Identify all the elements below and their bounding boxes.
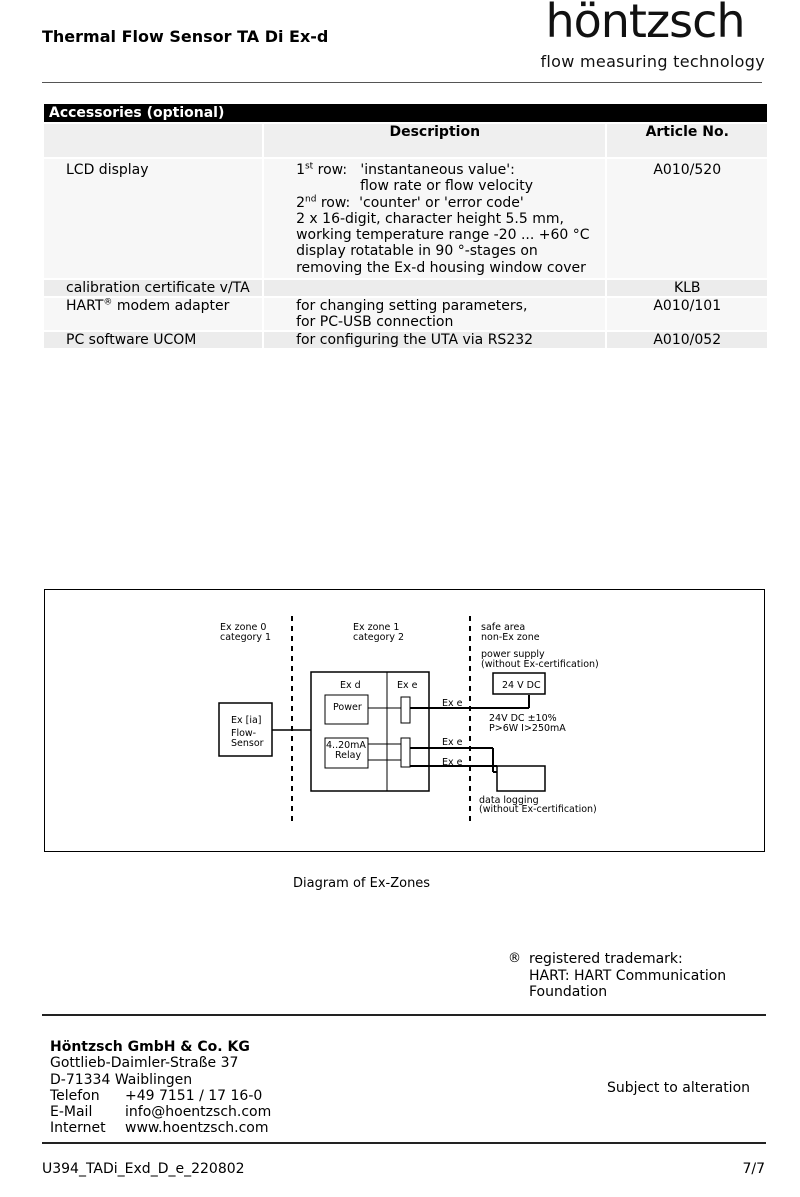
row1-sup: st <box>304 161 314 172</box>
item-description: for configuring the UTA via RS232 <box>262 330 605 348</box>
supply-spec-2: P>6W I>250mA <box>489 723 566 734</box>
diagram-svg <box>45 590 766 853</box>
logo-tagline: flow measuring technology <box>540 52 765 71</box>
supply-spec-1: 24V DC ±10% <box>489 713 557 724</box>
zone0-category: category 1 <box>220 632 272 643</box>
supply-box-label: 24 V DC <box>502 680 541 691</box>
company-street: Gottlieb-Daimler-Straße 37 <box>50 1055 239 1072</box>
safe-area-label: safe area <box>481 622 526 633</box>
item-article: A010/052 <box>605 330 767 348</box>
page-number: 7/7 <box>742 1161 765 1177</box>
item-name: PC software UCOM <box>44 330 262 348</box>
item-description <box>262 157 605 278</box>
hart-name-rest: modem adapter <box>112 298 230 315</box>
hart-name: HART <box>66 298 104 315</box>
trademark-line: Foundation <box>529 984 608 1000</box>
desc-line: for PC-USB connection <box>296 314 454 331</box>
item-name <box>44 296 262 330</box>
web-address: www.hoentzsch.com <box>125 1120 269 1137</box>
company-address <box>50 1039 271 1137</box>
row2-prefix: 2 <box>296 194 305 211</box>
item-description <box>262 278 605 296</box>
ex-zones-diagram <box>44 589 765 852</box>
logo-wordmark: höntzsch <box>545 0 745 48</box>
power-supply-note: (without Ex-certification) <box>481 659 599 670</box>
desc-line: 2 x 16-digit, character height 5.5 mm, <box>296 210 564 227</box>
table-column-headers <box>44 122 767 157</box>
sensor-label-2: Flow- <box>231 728 257 739</box>
email-address: info@hoentzsch.com <box>125 1104 272 1121</box>
trademark-line: HART: HART Communication <box>529 967 727 984</box>
item-article: KLB <box>605 278 767 296</box>
terminal-signal <box>401 738 410 767</box>
desc-line: working temperature range -20 ... +60 °C <box>296 227 590 244</box>
company-city: D-71334 Waiblingen <box>50 1071 193 1088</box>
hoentzsch-logo <box>525 0 765 78</box>
header-divider <box>42 82 762 83</box>
non-ex-label: non-Ex zone <box>481 632 540 643</box>
phone-label: Telefon <box>50 1087 100 1104</box>
phone-number: +49 7151 / 17 16-0 <box>125 1087 263 1104</box>
item-name: calibration certificate v/TA <box>44 278 262 296</box>
table-row-calibration <box>44 278 767 296</box>
email-label: E-Mail <box>50 1104 93 1121</box>
row1-prefix: 1 <box>296 162 305 178</box>
registered-symbol: ® <box>508 951 521 966</box>
column-header-article: Article No. <box>605 122 767 157</box>
item-name: LCD display <box>44 157 262 278</box>
row2-label: row: 'counter' or 'error code' <box>316 194 524 211</box>
item-article: A010/520 <box>605 157 767 278</box>
table-section-header <box>44 104 767 122</box>
sensor-label-3: Sensor <box>231 738 264 749</box>
ex-e-out-1: Ex e <box>442 698 463 709</box>
terminal-power <box>401 697 410 723</box>
table-row-hart <box>44 296 767 330</box>
zone1-label: Ex zone 1 <box>353 622 400 633</box>
desc-line: removing the Ex-d housing window cover <box>296 259 586 276</box>
document-title: Thermal Flow Sensor TA Di Ex-d <box>42 27 329 46</box>
zone1-category: category 2 <box>353 632 405 643</box>
item-description <box>262 296 605 330</box>
desc-line: display rotatable in 90 °-stages on <box>296 243 538 260</box>
row1-label: row: 'instantaneous value': <box>313 162 515 178</box>
table-row-lcd <box>44 157 767 278</box>
registered-mark: ® <box>103 297 113 308</box>
column-header-description: Description <box>262 122 605 157</box>
sensor-label-1: Ex [ia] <box>231 715 262 726</box>
power-module-label: Power <box>333 702 362 713</box>
relay-module-line2: Relay <box>335 750 362 761</box>
row1-continuation: flow rate or flow velocity <box>360 178 534 195</box>
desc-line: for changing setting parameters, <box>296 298 528 315</box>
diagram-caption: Diagram of Ex-Zones <box>293 876 431 891</box>
power-supply-label: power supply <box>481 649 545 660</box>
ex-e-label: Ex e <box>397 680 418 691</box>
subject-to-alteration: Subject to alteration <box>607 1080 751 1096</box>
web-label: Internet <box>50 1120 106 1137</box>
ex-e-out-3: Ex e <box>442 757 463 768</box>
company-name: Höntzsch GmbH & Co. KG <box>50 1039 250 1055</box>
footer-divider-bottom <box>42 1142 766 1144</box>
data-logging-label: data logging <box>479 795 539 806</box>
trademark-line: registered trademark: <box>529 951 683 967</box>
relay-module-line1: 4..20mA <box>326 740 366 751</box>
data-logger-box <box>497 766 545 791</box>
item-article: A010/101 <box>605 296 767 330</box>
row2-sup: nd <box>304 193 317 204</box>
column-header-item <box>44 122 262 157</box>
data-logging-note: (without Ex-certification) <box>479 804 597 815</box>
zone0-label: Ex zone 0 <box>220 622 267 633</box>
ex-d-label: Ex d <box>340 680 361 691</box>
accessories-table <box>44 104 767 348</box>
section-title: Accessories (optional) <box>49 105 225 121</box>
footer-divider-top <box>42 1014 766 1016</box>
document-code: U394_TADi_Exd_D_e_220802 <box>42 1161 245 1177</box>
table-row-ucom <box>44 330 767 348</box>
ex-e-out-2: Ex e <box>442 737 463 748</box>
